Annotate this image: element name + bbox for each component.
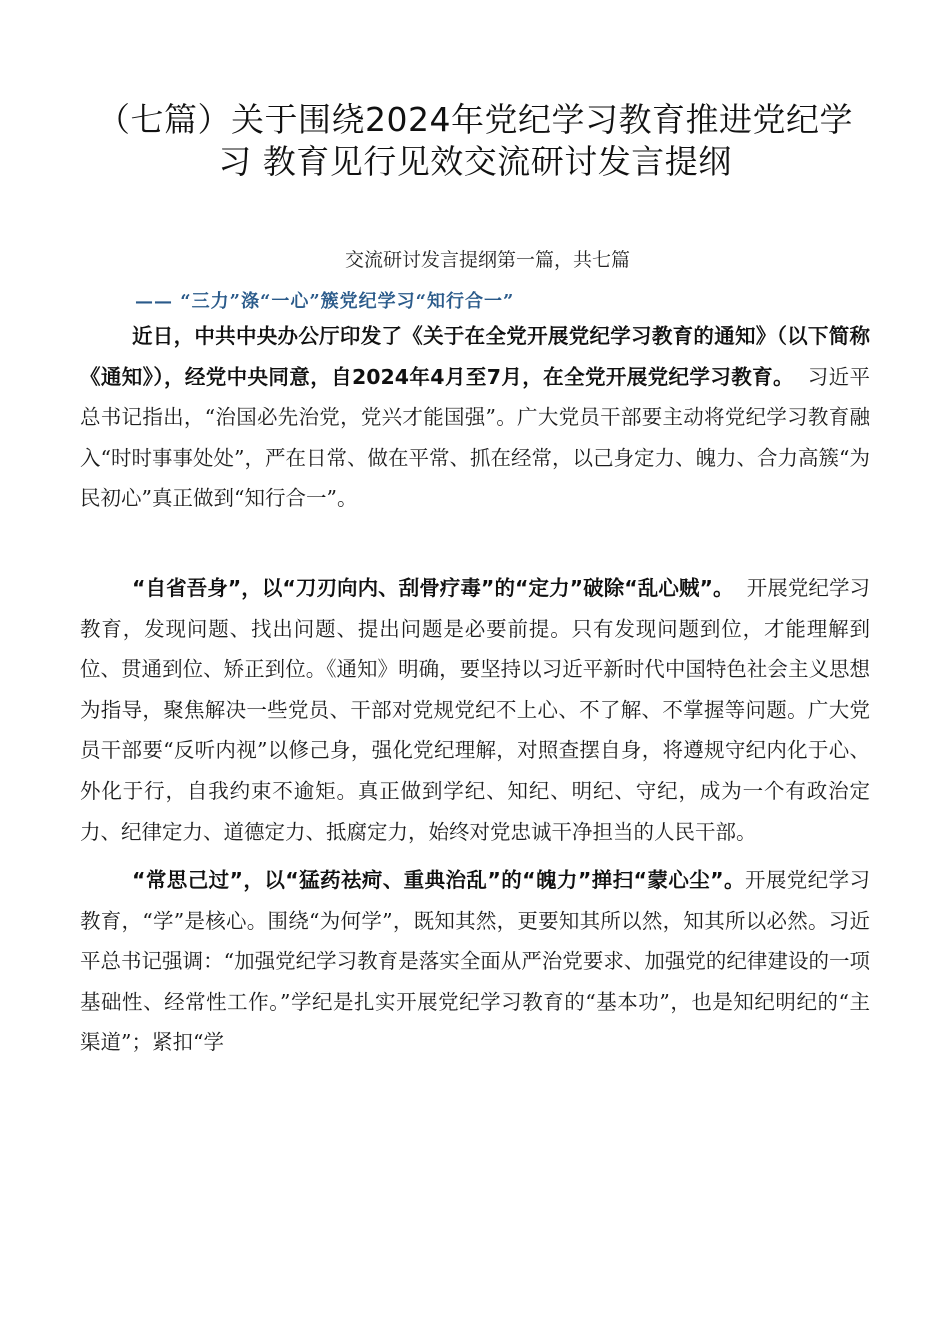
paragraph-1-lead: 近日，中共中央办公厅印发了《关于在全党开展党纪学习教育的通知》（以下简称《通知》），经党中央同意，自2024年4月至7月，在全党开展党纪学习教育。 xyxy=(80,324,870,389)
document-tagline: —— “三力”涤“一心”簇党纪学习“知行合一” xyxy=(135,291,515,312)
paragraph-2-text: 开展党纪学习教育，发现问题、找出问题、提出问题是必要前提。只有发现问题到位，才能理解到位、贯通到位、矫正到位。《通知》明确，要坚持以习近平新时代中国特色社会主义思想为指导，聚焦解决一些党员、干部对党规党纪不上心、不了解、不掌握等问题。广大党员干部要“反听内视”以修己身，强化党纪理解，对照查摆自身，将遵规守纪内化于心、外化于行，自我约束不逾矩。真正做到学纪、知纪、明纪、守纪，成为一个有政治定力、纪律定力、道德定力、抵腐定力，始终对党忠诚干净担当的人民干部。 xyxy=(80,576,870,844)
paragraph-3-indent xyxy=(80,868,132,892)
paragraph-1 xyxy=(80,316,870,519)
paragraph-1-text: 习近平总书记指出，“治国必先治党，党兴才能国强”。广大党员干部要主动将党纪学习教育融入“时时事事处处”，严在日常、做在平常、抓在经常，以己身定力、魄力、合力高簇“为民初心”真正做到“知行合一”。 xyxy=(80,364,871,511)
paragraph-3-text: 开展党纪学习教育，“学”是核心。围绕“为何学”，既知其然，更要知其所以然，知其所以必然。习近平总书记强调：“加强党纪学习教育是落实全面从严治党要求、加强党的纪律建设的一项基础性、经常性工作。”学纪是扎实开展党纪学习教育的“基本功”，也是知纪明纪的“主渠道”；紧扣“学 xyxy=(80,868,870,1055)
paragraph-2-lead: “自省吾身”，以“刀刃向内、刮骨疗毒”的“定力”破除“乱心贼”。 xyxy=(132,576,734,600)
paragraph-2-indent xyxy=(80,576,132,600)
paragraph-3 xyxy=(80,860,870,1063)
paragraph-2 xyxy=(80,568,870,852)
paragraph-1-indent xyxy=(80,324,132,348)
document-subtitle: 交流研讨发言提纲第一篇，共七篇 xyxy=(345,249,631,271)
paragraph-3-lead: “常思己过”，以“猛药祛疴、重典治乱”的“魄力”掸扫“蒙心尘”。 xyxy=(132,868,745,892)
document-title-line-2: 习 教育见行见效交流研讨发言提纲 xyxy=(218,142,732,181)
document-title-line-1: （七篇）关于围绕2024年党纪学习教育推进党纪学 xyxy=(97,100,853,139)
